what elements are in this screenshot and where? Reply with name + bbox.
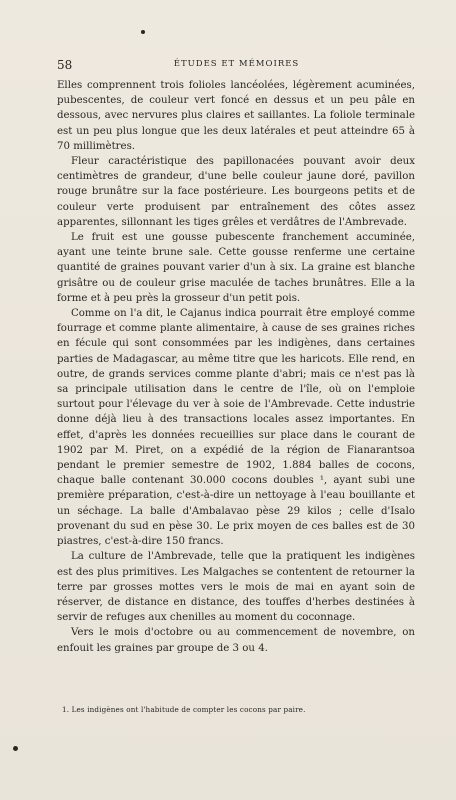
paragraph: Fleur caractéristique des papillonacées pouvant avoir deux centimètres de grandeur, d'une belle couleur jaune doré, pavillon rouge brunâtre sur la face postérieure. Les bourgeons petits et de couleur verte produisent par entraînement des côtes assez apparentes, sillonnant les tiges grêles et verdâtres de l'Ambrevade. xyxy=(57,156,415,228)
paragraph: Vers le mois d'octobre ou au commencement de novembre, on enfouit les graines par groupe de 3 ou 4. xyxy=(57,627,415,654)
footnote: 1. Les indigènes ont l'habitude de compter les cocons par paire. xyxy=(62,705,306,714)
ink-spot xyxy=(141,30,145,34)
paragraph: La culture de l'Ambrevade, telle que la pratiquent les indigènes est des plus primitives. Les Malgaches se contentent de retourner la terre par grosses mottes vers le mois de mai en ayant soin de réserver, de distance en distance, des touffes d'herbes destinées à servir de refuges aux chenilles au moment du coconnage. xyxy=(57,551,415,624)
body-text xyxy=(57,78,415,656)
paragraph: Le fruit est une gousse pubescente franchement accuminée, ayant une teinte brune sale. Cette gousse renferme une certaine quantité de graines pouvant varier d'un à six. La graine est blanche grisâtre ou de couleur grise maculée de taches brunâtres. Elle a la forme et à peu près la grosseur d'un petit pois. xyxy=(57,232,415,304)
running-title: ÉTUDES ET MÉMOIRES xyxy=(173,59,300,69)
paragraph: Elles comprennent trois folioles lancéolées, légèrement acuminées, pubescentes, de couleur vert foncé en dessus et un peu pâle en dessous, avec nervures plus claires et saillantes. La foliole terminale est un peu plus longue que les deux latérales et peut atteindre 65 à 70 millimètres. xyxy=(57,80,415,152)
page-header xyxy=(57,58,416,74)
paragraph: Comme on l'a dit, le Cajanus indica pourrait être employé comme fourrage et comme plante alimentaire, à cause de ses graines riches en fécule qui sont consommées par les indigènes, dans certaines parties de Madagascar, au même titre que les haricots. Elle rend, en outre, de grands services comme plante d'abri; mais ce n'est pas là sa principale utilisation dans le centre de l'île, où on l'emploie surtout pour l'élevage du ver à soie de l'Ambrevade. Cette industrie donne déjà lieu à des transactions locales assez importantes. En effet, d'après les données recueillies sur place dans le courant de 1902 par M. Piret, on a expédié de la région de Fianarantsoa pendant le premier semestre de 1902, 1.884 balles de cocons, chaque balle contenant 30.000 cocons doubles ¹, ayant subi une première préparation, c'est-à-dire un nettoyage à l'eau bouillante et un séchage. La balle d'Ambalavao pèse 29 kilos ; celle d'Isalo provenant du sud en pèse 30. Le prix moyen de ces balles est de 30 piastres, c'est-à-dire 150 francs. xyxy=(57,308,415,548)
ink-spot xyxy=(13,746,18,751)
page-number: 58 xyxy=(57,58,73,72)
